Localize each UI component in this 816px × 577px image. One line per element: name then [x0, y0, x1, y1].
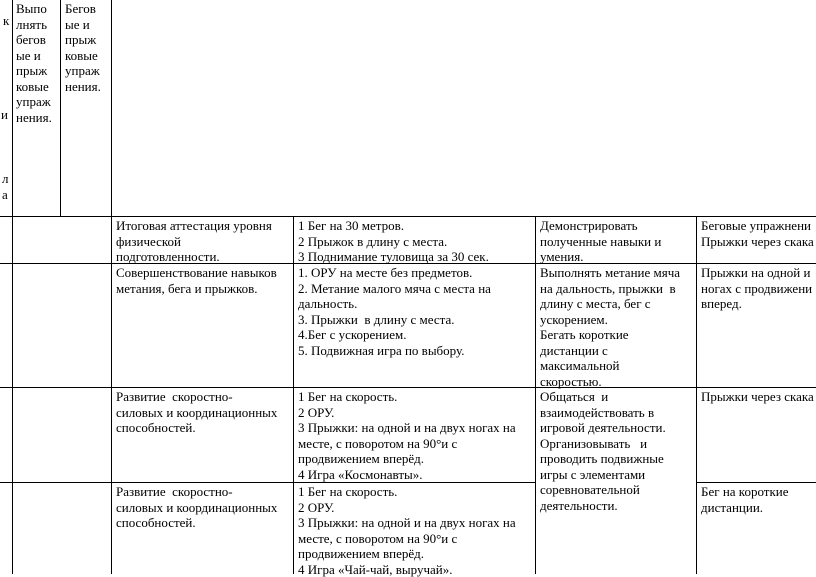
row-divider-2 [0, 387, 816, 388]
col-divider-5 [696, 216, 697, 574]
row-divider-3-left [0, 482, 535, 483]
header-col0-fragment-bottom: л а [2, 171, 9, 202]
row4-exercises: Бег на короткие дистанции. [701, 484, 789, 515]
row1-topic: Итоговая аттестация уровня физической подготовленности. [116, 218, 272, 264]
row3-skills: Общаться и взаимодействовать в игровой деятельности. Организовывать и проводить подвижные игры с элементами соревновательной деятельности. [540, 389, 666, 513]
row4-topic: Развитие скоростно- силовых и координационных способностей. [116, 484, 278, 530]
header-col0-fragment-top: к [3, 13, 10, 28]
col-divider-0 [12, 0, 13, 574]
row2-topic: Совершенствование навыков метания, бега и прыжков. [116, 265, 277, 296]
row4-content: 1 Бег на скорость. 2 ОРУ. 3 Прыжки: на одной и на двух ногах на месте, с поворотом на 90°и с продвижением вперёд. 4 Игра «Чай-чай, выручай». [298, 484, 516, 577]
header-col0-fragment-mid: и [1, 107, 8, 122]
row2-content: 1. ОРУ на месте без предметов. 2. Метание малого мяча с места на дальность. 3. Прыжки в длину с места. 4.Бег с ускорением. 5. Подвижная игра по выбору. [298, 265, 491, 358]
row1-skills: Демонстрировать полученные навыки и умения. [540, 218, 662, 264]
row2-skills: Выполнять метание мяча на дальность, прыжки в длину с места, бег с ускорением. Бегать короткие дистанции с максимальной скоростью. [540, 265, 681, 389]
row3-topic: Развитие скоростно- силовых и координационных способностей. [116, 389, 278, 435]
row-divider-header [0, 216, 816, 217]
row1-exercises: Беговые упражнени Прыжки через скака [701, 218, 814, 249]
col-divider-3 [293, 216, 294, 574]
header-col2: Бегов ые и прыж ковые упраж нения. [65, 1, 101, 94]
row1-content: 1 Бег на 30 метров. 2 Прыжок в длину с места. 3 Поднимание туловища за 30 сек. [298, 218, 489, 264]
row3-content: 1 Бег на скорость. 2 ОРУ. 3 Прыжки: на одной и на двух ногах на месте, с поворотом на 90°и с продвижением вперёд. 4 Игра «Космонавты». [298, 389, 516, 482]
col-divider-4 [535, 216, 536, 574]
row-divider-3-right [696, 482, 816, 483]
header-col1: Выпо лнять бегов ые и прыж ковые упраж нения. [16, 1, 52, 125]
col-divider-2 [111, 0, 112, 574]
col-divider-1 [60, 0, 61, 216]
row2-exercises: Прыжки на одной и ногах с продвижени вперед. [701, 265, 813, 311]
row3-exercises: Прыжки через скака [701, 389, 814, 404]
